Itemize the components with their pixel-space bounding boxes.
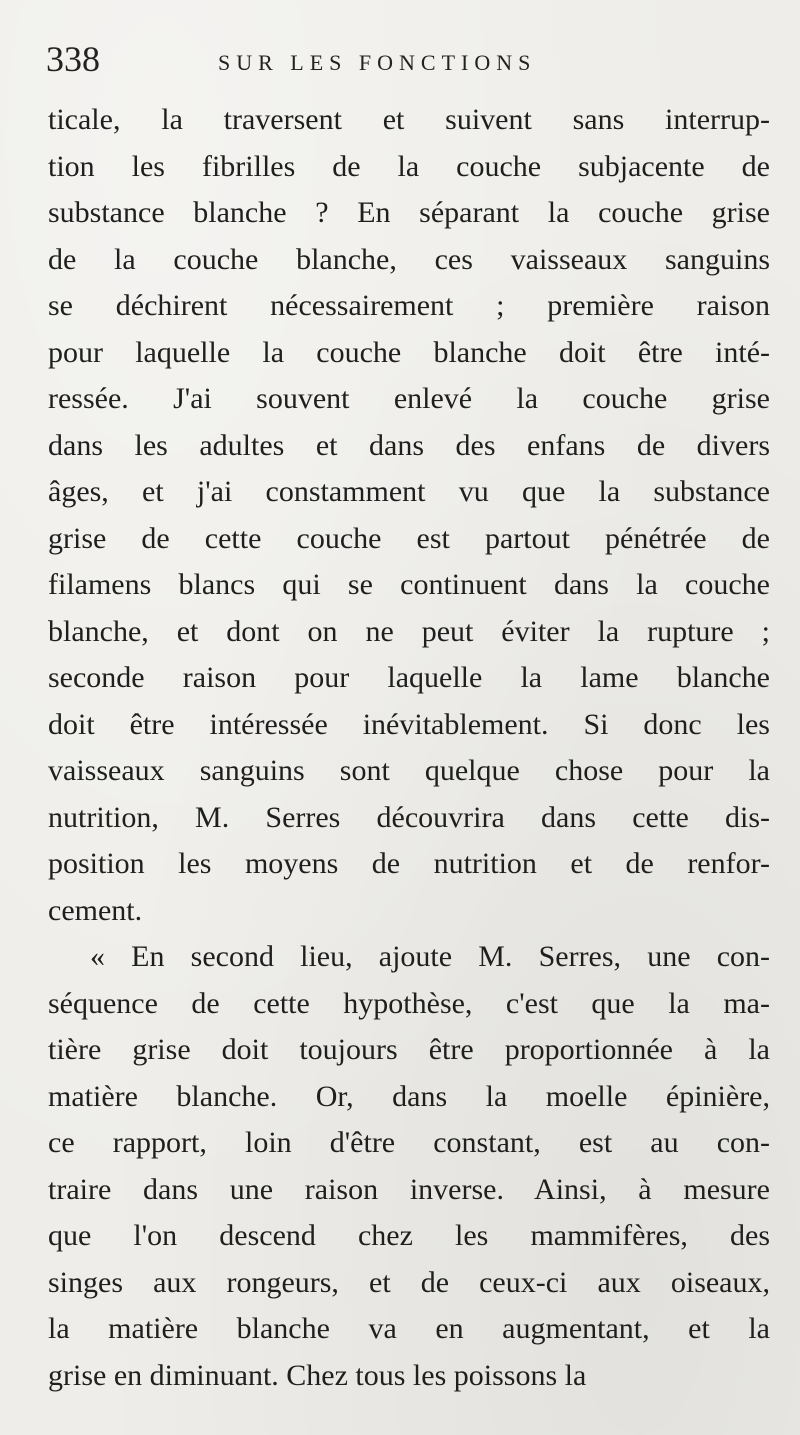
text-line: seconde raison pour laquelle la lame blanche bbox=[48, 661, 770, 694]
text-line: singes aux rongeurs, et de ceux-ci aux oiseaux, bbox=[48, 1265, 770, 1299]
body-text bbox=[48, 97, 770, 1399]
text-line: vaisseaux sanguins sont quelque chose pour la bbox=[48, 754, 770, 787]
text-line: matière blanche. Or, dans la moelle épinière, bbox=[48, 1079, 770, 1113]
page-header bbox=[46, 38, 770, 88]
text-line: grise en diminuant. Chez tous les poissons la bbox=[48, 1358, 587, 1392]
text-line: pour laquelle la couche blanche doit être inté- bbox=[48, 335, 770, 369]
text-line: tion les fibrilles de la couche subjacente de bbox=[48, 149, 770, 183]
text-line: ticale, la traversent et suivent sans interrup- bbox=[48, 103, 770, 136]
text-line: position les moyens de nutrition et de renfor- bbox=[48, 847, 770, 880]
text-line: grise de cette couche est partout pénétrée de bbox=[48, 521, 770, 555]
paragraph bbox=[48, 934, 770, 1399]
text-line: séquence de cette hypothèse, c'est que la ma- bbox=[48, 986, 770, 1020]
text-line: nutrition, M. Serres découvrira dans cette dis- bbox=[48, 800, 770, 834]
text-line: « En second lieu, ajoute M. Serres, une con- bbox=[90, 940, 770, 973]
text-line: blanche, et dont on ne peut éviter la rupture ; bbox=[48, 614, 770, 648]
text-line: doit être intéressée inévitablement. Si donc les bbox=[48, 707, 770, 741]
text-line: âges, et j'ai constamment vu que la substance bbox=[48, 475, 770, 508]
text-line: tière grise doit toujours être proportionnée à la bbox=[48, 1033, 770, 1066]
text-line: substance blanche ? En séparant la couche grise bbox=[48, 196, 770, 229]
text-line: dans les adultes et dans des enfans de divers bbox=[48, 428, 770, 462]
text-line: que l'on descend chez les mammifères, des bbox=[48, 1219, 770, 1252]
page-number: 338 bbox=[46, 39, 100, 79]
text-line: ressée. J'ai souvent enlevé la couche grise bbox=[48, 382, 770, 415]
text-line: de la couche blanche, ces vaisseaux sanguins bbox=[48, 242, 770, 276]
text-line: traire dans une raison inverse. Ainsi, à mesure bbox=[48, 1172, 770, 1206]
text-line: ce rapport, loin d'être constant, est au con- bbox=[48, 1126, 770, 1159]
running-head: SUR LES FONCTIONS bbox=[218, 50, 537, 75]
paragraph bbox=[48, 97, 770, 934]
text-line: filamens blancs qui se continuent dans la couche bbox=[48, 568, 770, 601]
text-line: se déchirent nécessairement ; première raison bbox=[48, 289, 770, 322]
text-line: la matière blanche va en augmentant, et la bbox=[48, 1312, 770, 1345]
text-line: cement. bbox=[48, 893, 143, 927]
